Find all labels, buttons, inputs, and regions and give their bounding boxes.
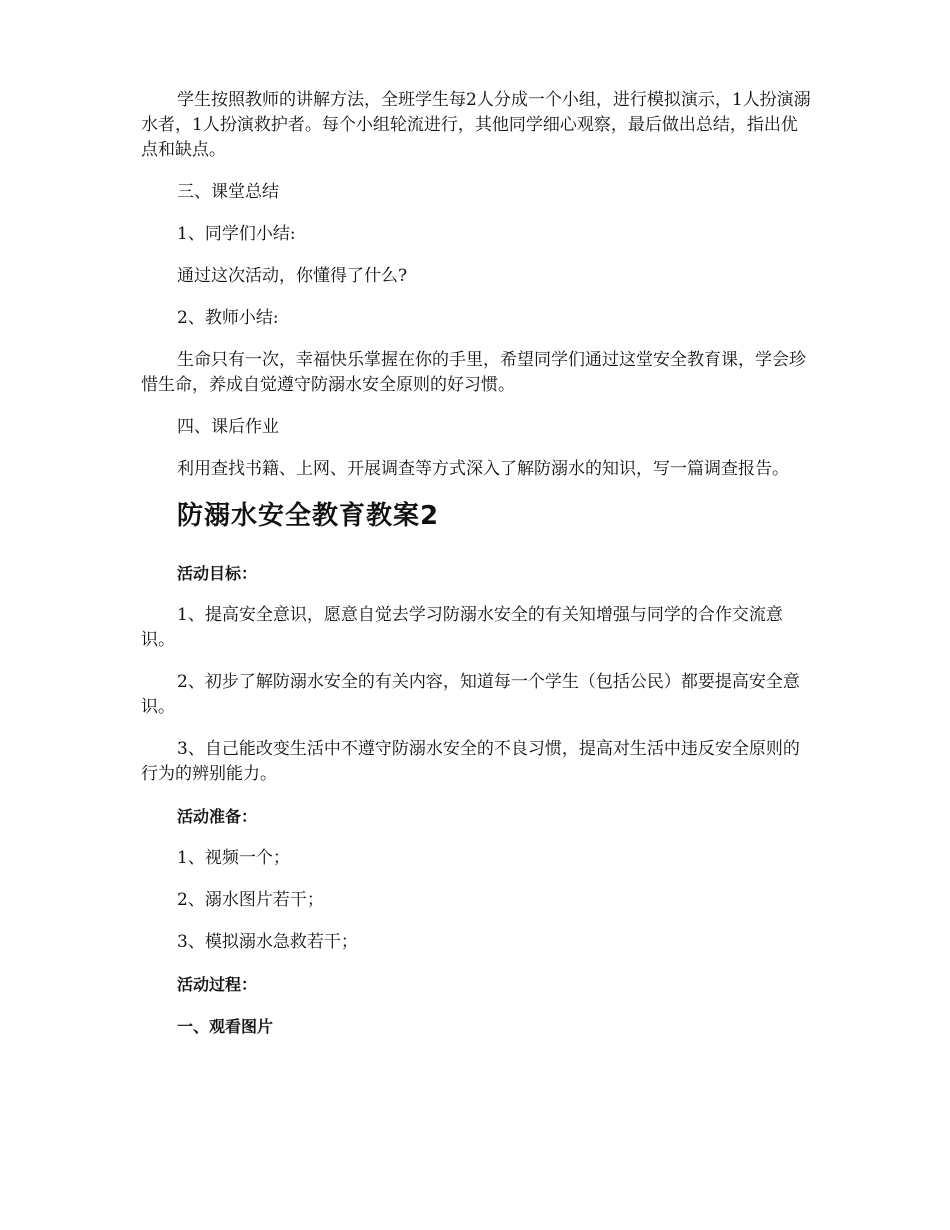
student-summary-label: 1、同学们小结: [177,224,296,244]
document-body [141,88,813,1056]
prep-item: 1、视频一个； [177,848,290,868]
goal-item: 2、初步了解防溺水安全的有关内容，知道每一个学生（包括公民）都要提高安全意识。 [141,672,800,717]
prep-item: 3、模拟溺水急救若干； [177,932,358,952]
process-heading: 活动过程： [177,975,258,994]
teacher-summary-text: 生命只有一次，幸福快乐掌握在你的手里，希望同学们通过这堂安全教育课，学会珍惜生命，养成自觉遵守防溺水安全原则的好习惯。 [141,350,806,395]
goal-heading: 活动目标： [177,564,258,583]
goal-item: 1、提高安全意识，愿意自觉去学习防溺水安全的有关知增强与同学的合作交流意识。 [141,605,783,650]
section-homework-heading: 四、课后作业 [177,417,279,437]
goal-item: 3、自己能改变生活中不遵守防溺水安全的不良习惯，提高对生活中违反安全原则的行为的辨别能力。 [141,739,800,784]
step1-heading: 一、观看图片 [177,1017,274,1036]
teacher-summary-label: 2、教师小结: [177,308,279,328]
prep-heading: 活动准备： [177,807,258,826]
student-summary-question: 通过这次活动，你懂得了什么? [177,266,408,286]
homework-text: 利用查找书籍、上网、开展调查等方式深入了解防溺水的知识，写一篇调查报告。 [177,459,789,479]
document-title: 防溺水安全教育教案2 [177,501,440,531]
prep-item: 2、溺水图片若干； [177,890,324,910]
section-summary-heading: 三、课堂总结 [177,182,279,202]
paragraph-demo: 学生按照教师的讲解方法，全班学生每2人分成一个小组，进行模拟演示，1人扮演溺水者，1人扮演救护者。每个小组轮流进行，其他同学细心观察，最后做出总结，指出优点和缺点。 [141,90,811,160]
